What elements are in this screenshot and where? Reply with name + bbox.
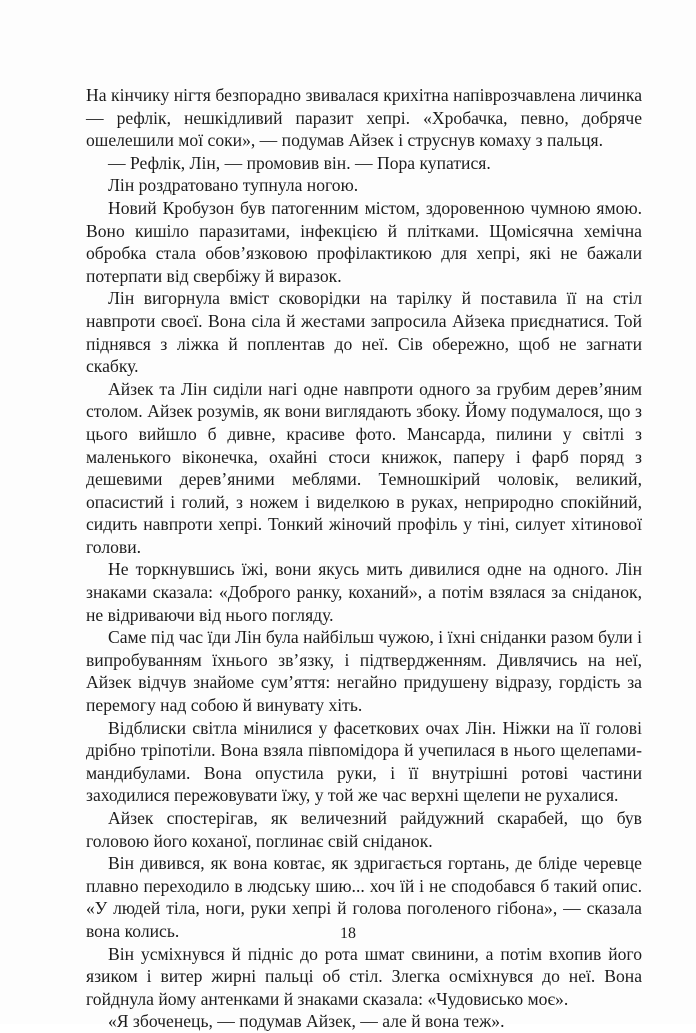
paragraph-4: Новий Кробузон був патогенним містом, здоровенною чумною ямою. Воно кишіло паразитами, інфекцією й плітками. Щомісячна хемічна обробка стала обов’язковою профілактикою для хепрі, які не бажали потерпати від свербіжу й виразок. [86, 197, 642, 286]
body-text [86, 84, 642, 1033]
paragraph-13: «Я збоченець, — подумав Айзек, — але й вона теж». [108, 1011, 505, 1032]
paragraph-9: Відблиски світла мінилися у фасеткових очах Лін. Ніжки на її голові дрібно тріпотіли. Вона взяла півпомідора й учепилася в нього щелепами-мандибулами. Вона опустила руки, і її внутрішні ротові частини заходилися пережовувати їжу, у той же час верхні щелепи не рухалися. [86, 717, 642, 806]
paragraph-7: Не торкнувшись їжі, вони якусь мить дивилися одне на одного. Лін знаками сказала: «Доброго ранку, коханий», а потім взялася за сніданок, не відриваючи від нього погляду. [86, 559, 642, 625]
paragraph-11: Він дивився, як вона ковтає, як здригається гортань, де бліде черевце плавно переходило в людську шию... хоч їй і не сподобався б такий опис. «У людей тіла, ноги, руки хепрі й голова поголеного гібона», — сказала вона колись. [86, 853, 642, 941]
paragraph-5: Лін вигорнула вміст сковорідки на тарілку й поставила її на стіл навпроти своєї. Вона сіла й жестами запросила Айзека приєднатися. Той піднявся з ліжка й поплентав до неї. Сів обережно, щоб не загнати скабку. [86, 288, 642, 377]
paragraph-10: Айзек спостерігав, як величезний райдужний скарабей, що був головою його коханої, поглинає свій сніданок. [86, 808, 642, 851]
paragraph-3: Лін роздратовано тупнула ногою. [108, 175, 359, 196]
page-number: 18 [340, 925, 356, 942]
paragraph-8: Саме під час їди Лін була найбільш чужою, і їхні сніданки разом були і випробуванням їхнього зв’язку, і підтвердженням. Дивлячись на неї, Айзек відчув знайоме сум’яття: негайно придушену відразу, гордість за перемогу над собою й винувату хіть. [86, 627, 642, 716]
paragraph-12: Він усміхнувся й підніс до рота шмат свинини, а потім вхопив його язиком і витер жирні пальці об стіл. Злегка осміхнувся до неї. Вона гойднула йому антенками й знаками сказала: «Чудовисько моє». [86, 943, 642, 1009]
paragraph-1: На кінчику нігтя безпорадно звивалася крихітна напіврозчавлена личинка — рефлік, нешкідливий паразит хепрі. «Хробачка, певно, добряче ошелешили мої соки», — подумав Айзек і струснув комаху з пальця. [86, 85, 642, 151]
paragraph-2: — Рефлік, Лін, — промовив він. — Пора купатися. [108, 152, 491, 173]
paragraph-6: Айзек та Лін сиділи нагі одне навпроти одного за грубим дерев’яним столом. Айзек розумів, як вони виглядають збоку. Йому подумалося, що з цього вийшло б дивне, красиве фото. Мансарда, пилини у світлі з маленького віконечка, охайні стоси книжок, паперу і фарб поряд з дешевими дерев’яними меблями. Темношкірий чоловік, великий, опасистий і голий, з ножем і виделкою в руках, неприродно спокійний, сидить навпроти хепрі. Тонкий жіночий профіль у тіні, силует хітинової голови. [86, 378, 642, 557]
